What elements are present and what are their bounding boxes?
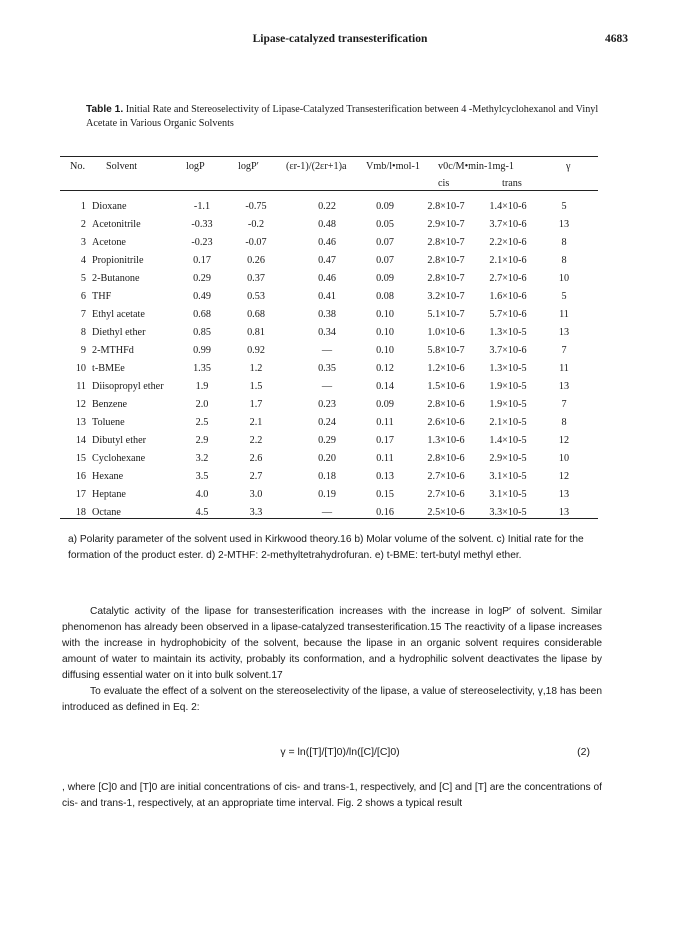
solvent-name: Benzene — [92, 399, 128, 410]
row-number: 1 — [80, 201, 86, 212]
gamma-value: 11 — [559, 363, 569, 374]
table-row — [60, 273, 598, 289]
caption-text: Initial Rate and Stereoselectivity of Lipase-Catalyzed Transesterification between 4 -Methylcyclohexanol and Vinyl Acetate in Various Organic Solvents — [86, 104, 599, 129]
logp-value: 0.29 — [193, 273, 211, 284]
row-number: 10 — [75, 363, 86, 374]
cis-rate-value: 2.8×10-7 — [427, 273, 465, 284]
table-row — [60, 435, 598, 451]
solvent-name: Propionitrile — [92, 255, 144, 266]
caption-label: Table 1. — [86, 104, 124, 115]
col-solvent: Solvent — [106, 161, 138, 172]
logpprime-value: 1.5 — [249, 381, 263, 392]
logp-value: 0.49 — [193, 291, 211, 302]
row-number: 9 — [80, 345, 86, 356]
table-subheader-row — [60, 178, 598, 192]
table-row — [60, 507, 598, 523]
table-top-rule — [60, 156, 598, 157]
polarity-value: — — [321, 507, 333, 518]
molar-volume-value: 0.10 — [376, 327, 394, 338]
trans-rate-value: 3.1×10-5 — [489, 471, 527, 482]
polarity-value: 0.22 — [318, 201, 336, 212]
cis-rate-value: 3.2×10-7 — [427, 291, 465, 302]
logp-value: 3.2 — [195, 453, 209, 464]
solvent-name: Octane — [92, 507, 121, 518]
trans-rate-value: 1.3×10-5 — [489, 327, 527, 338]
trans-rate-value: 1.9×10-5 — [489, 399, 527, 410]
logpprime-value: -0.07 — [245, 237, 267, 248]
solvent-name: Hexane — [92, 471, 124, 482]
col-gamma: γ — [566, 161, 571, 172]
solvent-name: Cyclohexane — [92, 453, 146, 464]
gamma-value: 13 — [558, 507, 570, 518]
table-row — [60, 471, 598, 487]
equation-2 — [0, 746, 680, 762]
col-initial-rate: v0c/M•min-1mg-1 — [438, 161, 515, 172]
logpprime-value: -0.75 — [245, 201, 267, 212]
polarity-value: 0.47 — [318, 255, 336, 266]
logpprime-value: 2.7 — [249, 471, 263, 482]
polarity-value: 0.20 — [318, 453, 336, 464]
gamma-value: 13 — [558, 489, 570, 500]
logp-value: -0.23 — [191, 237, 213, 248]
gamma-value: 13 — [558, 219, 570, 230]
running-title: Lipase-catalyzed transesterification — [252, 33, 428, 45]
molar-volume-value: 0.09 — [376, 399, 394, 410]
cis-rate-value: 2.8×10-7 — [427, 201, 465, 212]
table-footnote: a) Polarity parameter of the solvent used in Kirkwood theory.16 b) Molar volume of the solvent. c) Initial rate for the formation of the product ester. d) 2-MTHF: 2-methyltetrahydrofuran. e) t-BME: tert-butyl methyl ether. — [68, 534, 584, 561]
cis-rate-value: 2.6×10-6 — [427, 417, 465, 428]
logpprime-value: 1.2 — [249, 363, 263, 374]
logp-value: 3.5 — [195, 471, 209, 482]
logpprime-value: 2.2 — [249, 435, 263, 446]
logp-value: -1.1 — [193, 201, 211, 212]
polarity-value: 0.24 — [318, 417, 336, 428]
polarity-value: 0.18 — [318, 471, 336, 482]
gamma-value: 10 — [558, 273, 570, 284]
logpprime-value: 3.3 — [249, 507, 263, 518]
cis-rate-value: 1.5×10-6 — [427, 381, 465, 392]
solvent-name: Ethyl acetate — [92, 309, 145, 320]
cis-rate-value: 5.8×10-7 — [427, 345, 465, 356]
logpprime-value: 3.0 — [249, 489, 263, 500]
trans-rate-value: 1.6×10-6 — [489, 291, 527, 302]
polarity-value: 0.46 — [318, 237, 336, 248]
gamma-value: 5 — [561, 291, 567, 302]
solvent-name: 2-Butanone — [92, 273, 140, 284]
logp-value: 2.0 — [195, 399, 209, 410]
molar-volume-value: 0.10 — [376, 345, 394, 356]
solvent-name: Toluene — [92, 417, 125, 428]
table-row — [60, 291, 598, 307]
running-header — [0, 33, 680, 49]
logp-value: 0.17 — [193, 255, 211, 266]
polarity-value: 0.41 — [318, 291, 336, 302]
polarity-value: 0.48 — [318, 219, 336, 230]
solvent-name: THF — [92, 291, 112, 302]
gamma-value: 10 — [558, 453, 570, 464]
solvent-name: Dibutyl ether — [92, 435, 147, 446]
row-number: 5 — [80, 273, 86, 284]
table-row — [60, 201, 598, 217]
row-number: 17 — [75, 489, 86, 500]
logp-value: 1.35 — [193, 363, 211, 374]
col-no: No. — [70, 161, 85, 172]
logpprime-value: 0.92 — [247, 345, 265, 356]
trans-rate-value: 2.1×10-5 — [489, 417, 527, 428]
cis-rate-value: 1.3×10-6 — [427, 435, 465, 446]
table-row — [60, 237, 598, 253]
logp-value: 1.9 — [195, 381, 209, 392]
solvent-name: 2-MTHFd — [92, 345, 134, 356]
cis-rate-value: 2.7×10-6 — [427, 489, 465, 500]
logp-value: 0.68 — [193, 309, 211, 320]
logpprime-value: 0.53 — [247, 291, 265, 302]
table-header-row — [60, 161, 598, 175]
gamma-value: 12 — [558, 435, 570, 446]
molar-volume-value: 0.09 — [376, 201, 394, 212]
molar-volume-value: 0.13 — [376, 471, 394, 482]
trans-rate-value: 1.4×10-5 — [489, 435, 527, 446]
col-cis: cis — [438, 178, 450, 189]
table-row — [60, 327, 598, 343]
logp-value: 4.5 — [195, 507, 209, 518]
col-logp: logP — [186, 161, 205, 172]
molar-volume-value: 0.05 — [376, 219, 394, 230]
row-number: 13 — [75, 417, 86, 428]
row-number: 16 — [75, 471, 86, 482]
logpprime-value: 0.81 — [247, 327, 265, 338]
table-row — [60, 417, 598, 433]
logpprime-value: 1.7 — [249, 399, 263, 410]
cis-rate-value: 1.0×10-6 — [427, 327, 465, 338]
trans-rate-value: 5.7×10-6 — [489, 309, 527, 320]
row-number: 15 — [75, 453, 86, 464]
cis-rate-value: 2.8×10-7 — [427, 237, 465, 248]
trans-rate-value: 1.4×10-6 — [489, 201, 527, 212]
logp-value: 4.0 — [195, 489, 209, 500]
body-paragraph-3: , where [C]0 and [T]0 are initial concentrations of cis- and trans-1, respectively, and [C] and [T] are the concentrations of cis- and trans-1, respectively, at an appropriate time interval. Fig. 2 shows a typical result — [62, 782, 602, 809]
trans-rate-value: 2.1×10-6 — [489, 255, 527, 266]
molar-volume-value: 0.14 — [376, 381, 394, 392]
gamma-value: 12 — [558, 471, 570, 482]
gamma-value: 8 — [561, 417, 567, 428]
trans-rate-value: 1.9×10-5 — [489, 381, 527, 392]
solvent-name: Diisopropyl ether — [92, 381, 164, 392]
logpprime-value: 2.1 — [249, 417, 263, 428]
row-number: 2 — [80, 219, 86, 230]
logpprime-value: 2.6 — [249, 453, 263, 464]
solvent-name: Dioxane — [92, 201, 127, 212]
gamma-value: 7 — [561, 399, 567, 410]
trans-rate-value: 3.7×10-6 — [489, 219, 527, 230]
gamma-value: 7 — [561, 345, 567, 356]
molar-volume-value: 0.17 — [376, 435, 394, 446]
table-row — [60, 363, 598, 379]
col-molar-volume: Vmb/l•mol-1 — [366, 161, 420, 172]
cis-rate-value: 5.1×10-7 — [427, 309, 465, 320]
cis-rate-value: 2.8×10-6 — [427, 453, 465, 464]
logpprime-value: -0.2 — [247, 219, 265, 230]
row-number: 14 — [75, 435, 86, 446]
molar-volume-value: 0.15 — [376, 489, 394, 500]
table-row — [60, 345, 598, 361]
solvent-name: Heptane — [92, 489, 126, 500]
solvent-name: Acetonitrile — [92, 219, 141, 230]
trans-rate-value: 2.2×10-6 — [489, 237, 527, 248]
table-row — [60, 255, 598, 271]
logp-value: -0.33 — [191, 219, 213, 230]
logpprime-value: 0.26 — [247, 255, 265, 266]
solvent-name: Diethyl ether — [92, 327, 146, 338]
logp-value: 0.99 — [193, 345, 211, 356]
polarity-value: 0.35 — [318, 363, 336, 374]
logpprime-value: 0.68 — [247, 309, 265, 320]
row-number: 6 — [80, 291, 86, 302]
trans-rate-value: 3.1×10-5 — [489, 489, 527, 500]
row-number: 18 — [75, 507, 86, 518]
logp-value: 0.85 — [193, 327, 211, 338]
table-row — [60, 453, 598, 469]
body-paragraph-2: To evaluate the effect of a solvent on the stereoselectivity of the lipase, a value of stereoselectivity, γ,18 has been introduced as defined in Eq. 2: — [62, 686, 602, 713]
cis-rate-value: 2.8×10-6 — [427, 399, 465, 410]
molar-volume-value: 0.07 — [376, 237, 394, 248]
table-row — [60, 219, 598, 235]
polarity-value: 0.46 — [318, 273, 336, 284]
logpprime-value: 0.37 — [247, 273, 265, 284]
molar-volume-value: 0.07 — [376, 255, 394, 266]
cis-rate-value: 2.5×10-6 — [427, 507, 465, 518]
row-number: 8 — [80, 327, 86, 338]
polarity-value: — — [321, 381, 333, 392]
gamma-value: 13 — [558, 381, 570, 392]
row-number: 7 — [80, 309, 86, 320]
cis-rate-value: 1.2×10-6 — [427, 363, 465, 374]
molar-volume-value: 0.12 — [376, 363, 394, 374]
gamma-value: 8 — [561, 237, 567, 248]
molar-volume-value: 0.08 — [376, 291, 394, 302]
polarity-value: 0.19 — [318, 489, 336, 500]
trans-rate-value: 3.3×10-5 — [489, 507, 527, 518]
molar-volume-value: 0.09 — [376, 273, 394, 284]
table-caption — [86, 103, 606, 131]
row-number: 3 — [80, 237, 86, 248]
gamma-value: 11 — [559, 309, 569, 320]
row-number: 4 — [80, 255, 86, 266]
col-polarity: (εr-1)/(2εr+1)a — [286, 161, 347, 172]
gamma-value: 13 — [558, 327, 570, 338]
row-number: 12 — [75, 399, 86, 410]
solvent-name: Acetone — [92, 237, 126, 248]
trans-rate-value: 2.7×10-6 — [489, 273, 527, 284]
table-row — [60, 309, 598, 325]
logp-value: 2.9 — [195, 435, 209, 446]
row-number: 11 — [76, 381, 86, 392]
gamma-value: 8 — [561, 255, 567, 266]
cis-rate-value: 2.7×10-6 — [427, 471, 465, 482]
solvent-name: t-BMEe — [92, 363, 125, 374]
trans-rate-value: 1.3×10-5 — [489, 363, 527, 374]
trans-rate-value: 2.9×10-5 — [489, 453, 527, 464]
molar-volume-value: 0.11 — [376, 453, 394, 464]
body-paragraph-1: Catalytic activity of the lipase for transesterification increases with the increase in logP′ of solvent. Similar phenomenon has already been observed in a lipase-catalyzed transesterification.15 The reactivity of a lipase increases with the increase in hydrophobicity of the solvent, because the lipase in an organic solvent requires considerable amount of water to maintain its activity, probably its conformation, and a hydrophilic solvent deactivates the lipase by diffusing essential water on it into bulk solvent.17 — [62, 606, 602, 681]
polarity-value: 0.29 — [318, 435, 336, 446]
gamma-value: 5 — [561, 201, 567, 212]
logp-value: 2.5 — [195, 417, 209, 428]
table-row — [60, 399, 598, 415]
polarity-value: 0.23 — [318, 399, 336, 410]
table-row — [60, 381, 598, 397]
polarity-value: — — [321, 345, 333, 356]
polarity-value: 0.34 — [318, 327, 336, 338]
page-number: 4683 — [605, 33, 628, 45]
trans-rate-value: 3.7×10-6 — [489, 345, 527, 356]
cis-rate-value: 2.9×10-7 — [427, 219, 465, 230]
col-logpprime: logP′ — [238, 161, 259, 172]
molar-volume-value: 0.16 — [376, 507, 394, 518]
polarity-value: 0.38 — [318, 309, 336, 320]
col-trans: trans — [502, 178, 522, 189]
table-row — [60, 489, 598, 505]
molar-volume-value: 0.10 — [376, 309, 394, 320]
cis-rate-value: 2.8×10-7 — [427, 255, 465, 266]
molar-volume-value: 0.11 — [376, 417, 394, 428]
equation-number: (2) — [577, 746, 590, 758]
equation-text: γ = ln([T]/[T]0)/ln([C]/[C]0) — [280, 746, 400, 758]
